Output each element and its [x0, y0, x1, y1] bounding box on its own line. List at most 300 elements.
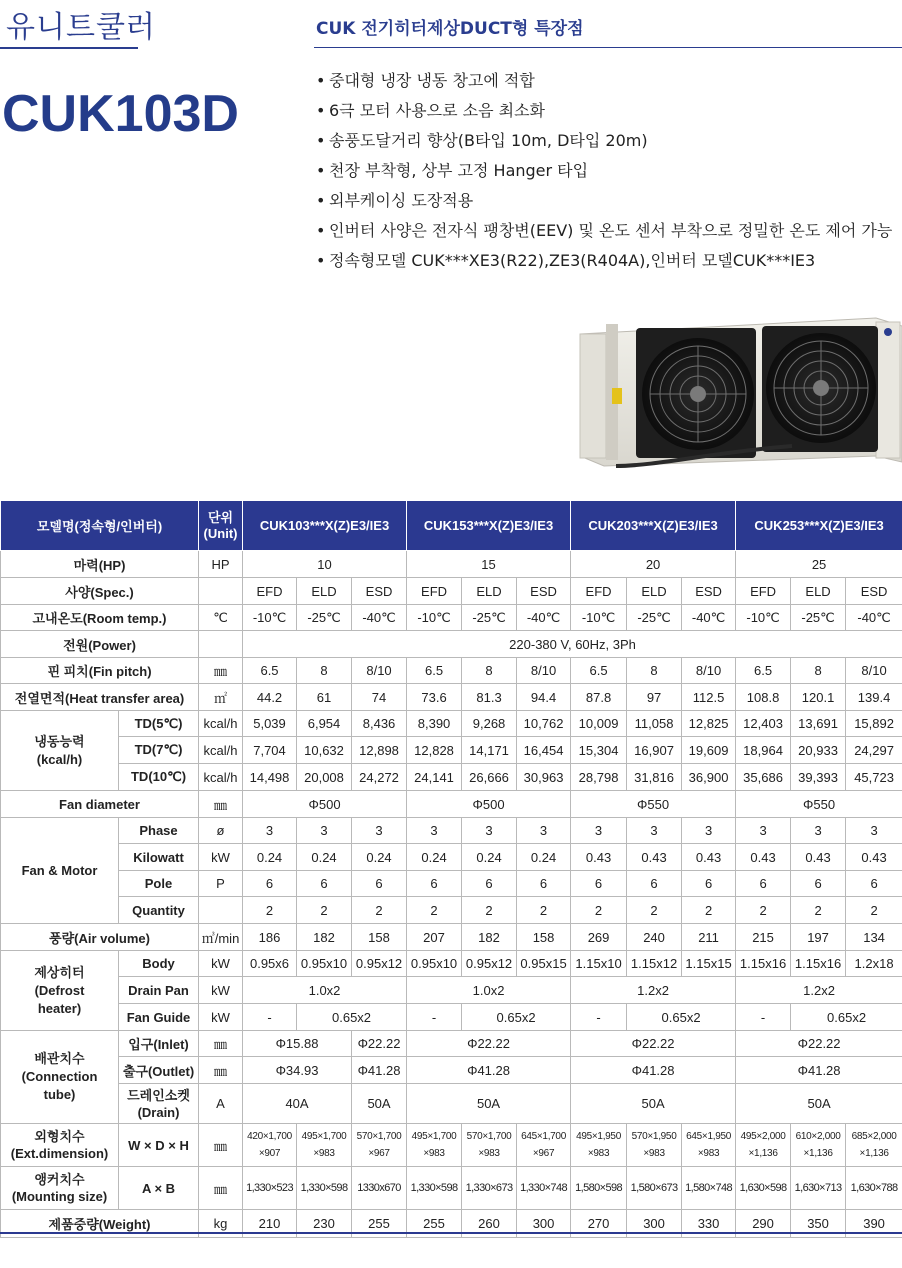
- value-cell: 645×1,700 ×967: [517, 1124, 571, 1167]
- table-row: [1, 1004, 902, 1031]
- value-cell: 73.6: [407, 684, 462, 711]
- value-cell: 15,304: [571, 737, 627, 764]
- value-cell: 0.24: [462, 844, 517, 871]
- header-unit: 단위 (Unit): [199, 501, 243, 551]
- table-row: [1, 711, 902, 737]
- value-cell: -: [571, 1004, 627, 1031]
- value-cell: 2: [297, 897, 352, 924]
- value-cell: 10,009: [571, 711, 627, 737]
- sub-label: Quantity: [119, 897, 199, 924]
- value-cell: 1,580×673: [627, 1167, 682, 1210]
- unit-cell: [199, 578, 243, 605]
- value-cell: 330: [682, 1210, 736, 1238]
- feature-item: • 인버터 사양은 전자식 팽창변(EEV) 및 온도 센서 부착으로 정밀한 온도 제어 가능: [316, 221, 893, 240]
- value-cell: 269: [571, 924, 627, 951]
- table-row: [1, 1167, 902, 1210]
- value-cell: 39,393: [791, 764, 846, 791]
- value-cell: ESD: [846, 578, 902, 605]
- value-cell: 0.65x2: [462, 1004, 571, 1031]
- value-cell: EFD: [736, 578, 791, 605]
- value-cell: 44.2: [243, 684, 297, 711]
- value-cell: -25℃: [462, 605, 517, 631]
- sub-label: Body: [119, 951, 199, 977]
- row-label-fan-motor: Fan & Motor: [1, 818, 119, 924]
- value-cell: 290: [736, 1210, 791, 1238]
- table-row: [1, 1124, 902, 1167]
- value-cell: 158: [352, 924, 407, 951]
- value-cell: 2: [627, 897, 682, 924]
- value-cell: -10℃: [243, 605, 297, 631]
- table-row: [1, 658, 902, 684]
- value-cell: 255: [352, 1210, 407, 1238]
- unit-cell: kW: [199, 977, 243, 1004]
- value-cell: 3: [682, 818, 736, 844]
- value-cell: 0.95x6: [243, 951, 297, 977]
- value-cell: 0.95x10: [407, 951, 462, 977]
- sub-label: 입구(Inlet): [119, 1031, 199, 1057]
- value-cell: 570×1,950 ×983: [627, 1124, 682, 1167]
- unit-cell: A: [199, 1084, 243, 1124]
- value-cell: 15,892: [846, 711, 902, 737]
- row-label-capacity: 냉동능력 (kcal/h): [1, 711, 119, 791]
- row-label-weight: 제품중량(Weight): [1, 1210, 199, 1238]
- value-cell: 495×2,000 ×1,136: [736, 1124, 791, 1167]
- value-cell: 3: [791, 818, 846, 844]
- row-label-connection: 배관치수 (Connection tube): [1, 1031, 119, 1124]
- value-cell: 8,390: [407, 711, 462, 737]
- value-cell: 570×1,700 ×983: [462, 1124, 517, 1167]
- value-cell: 210: [243, 1210, 297, 1238]
- value-cell: 1.2x2: [571, 977, 736, 1004]
- table-row: [1, 924, 902, 951]
- value-cell: 0.43: [846, 844, 902, 871]
- value-cell: -40℃: [517, 605, 571, 631]
- value-cell: Φ41.28: [352, 1057, 407, 1084]
- value-cell: 13,691: [791, 711, 846, 737]
- sub-label: TD(7℃): [119, 737, 199, 764]
- value-cell: 108.8: [736, 684, 791, 711]
- value-cell: Φ41.28: [736, 1057, 902, 1084]
- value-cell: 1.0x2: [407, 977, 571, 1004]
- table-row: [1, 951, 902, 977]
- unit-cell: kW: [199, 844, 243, 871]
- value-cell: 2: [517, 897, 571, 924]
- sub-label: Kilowatt: [119, 844, 199, 871]
- unit-cell: ㎡: [199, 684, 243, 711]
- value-cell: 12,403: [736, 711, 791, 737]
- value-cell: Φ22.22: [736, 1031, 902, 1057]
- value-cell: 1.15x15: [682, 951, 736, 977]
- unit-cell: ㎜: [199, 1124, 243, 1167]
- sub-label: Drain Pan: [119, 977, 199, 1004]
- unit-cell: ø: [199, 818, 243, 844]
- value-cell: 50A: [736, 1084, 902, 1124]
- value-cell: 8: [297, 658, 352, 684]
- value-cell: -40℃: [352, 605, 407, 631]
- value-cell: 0.43: [627, 844, 682, 871]
- value-cell: Φ22.22: [352, 1031, 407, 1057]
- header-model-4: CUK253***X(Z)E3/IE3: [736, 501, 902, 551]
- category-underline: [0, 47, 138, 49]
- value-cell: 0.65x2: [297, 1004, 407, 1031]
- value-cell: 0.95x12: [352, 951, 407, 977]
- value-cell: 0.24: [517, 844, 571, 871]
- value-cell: EFD: [571, 578, 627, 605]
- row-label-hp: 마력(HP): [1, 551, 199, 578]
- value-cell: 120.1: [791, 684, 846, 711]
- sub-label: Fan Guide: [119, 1004, 199, 1031]
- value-cell: 97: [627, 684, 682, 711]
- header-model: 모델명(정속형/인버터): [1, 501, 199, 551]
- value-cell: 6.5: [736, 658, 791, 684]
- spec-table: [0, 500, 902, 1238]
- table-row: [1, 844, 902, 871]
- value-cell: 20,008: [297, 764, 352, 791]
- value-cell: 0.43: [682, 844, 736, 871]
- value-cell: 8,436: [352, 711, 407, 737]
- value-cell: 350: [791, 1210, 846, 1238]
- value-cell: 35,686: [736, 764, 791, 791]
- value-cell: 40A: [243, 1084, 352, 1124]
- value-cell: 16,454: [517, 737, 571, 764]
- value-cell: 6: [736, 871, 791, 897]
- value-cell: 6: [243, 871, 297, 897]
- value-cell: 420×1,700 ×907: [243, 1124, 297, 1167]
- value-cell: -: [243, 1004, 297, 1031]
- table-row: [1, 897, 902, 924]
- value-cell: 220-380 V, 60Hz, 3Ph: [243, 631, 902, 658]
- value-cell: 3: [352, 818, 407, 844]
- value-cell: 211: [682, 924, 736, 951]
- value-cell: 8/10: [517, 658, 571, 684]
- value-cell: 1.0x2: [243, 977, 407, 1004]
- value-cell: 50A: [571, 1084, 736, 1124]
- value-cell: 8/10: [352, 658, 407, 684]
- row-label-power: 전원(Power): [1, 631, 199, 658]
- sub-label: W × D × H: [119, 1124, 199, 1167]
- table-row: [1, 605, 902, 631]
- value-cell: 1,630×788: [846, 1167, 902, 1210]
- feature-item: • 천장 부착형, 상부 고정 Hanger 타입: [316, 161, 589, 180]
- value-cell: 495×1,950 ×983: [571, 1124, 627, 1167]
- row-label-area: 전열면적(Heat transfer area): [1, 684, 199, 711]
- value-cell: 270: [571, 1210, 627, 1238]
- value-cell: 1,330×523: [243, 1167, 297, 1210]
- value-cell: 28,798: [571, 764, 627, 791]
- value-cell: 3: [571, 818, 627, 844]
- value-cell: 10: [243, 551, 407, 578]
- value-cell: 50A: [407, 1084, 571, 1124]
- value-cell: Φ22.22: [407, 1031, 571, 1057]
- value-cell: ELD: [462, 578, 517, 605]
- value-cell: 8/10: [846, 658, 902, 684]
- value-cell: 10,632: [297, 737, 352, 764]
- value-cell: 6,954: [297, 711, 352, 737]
- unit-cell: kg: [199, 1210, 243, 1238]
- value-cell: 24,297: [846, 737, 902, 764]
- value-cell: 1,580×748: [682, 1167, 736, 1210]
- unit-cell: ㎥/min: [199, 924, 243, 951]
- value-cell: 26,666: [462, 764, 517, 791]
- table-row: [1, 977, 902, 1004]
- value-cell: 94.4: [517, 684, 571, 711]
- feature-item: • 정속형모델 CUK***XE3(R22),ZE3(R404A),인버터 모델CUK***IE3: [316, 251, 816, 270]
- value-cell: 1,330×598: [297, 1167, 352, 1210]
- value-cell: 0.24: [243, 844, 297, 871]
- value-cell: 14,498: [243, 764, 297, 791]
- value-cell: 12,825: [682, 711, 736, 737]
- value-cell: ELD: [297, 578, 352, 605]
- sub-label: 드레인소켓 (Drain): [119, 1084, 199, 1124]
- feature-list: [316, 66, 892, 276]
- value-cell: 610×2,000 ×1,136: [791, 1124, 846, 1167]
- unit-cell: kcal/h: [199, 711, 243, 737]
- table-row: [1, 764, 902, 791]
- value-cell: 1.15x10: [571, 951, 627, 977]
- value-cell: -: [407, 1004, 462, 1031]
- value-cell: 2: [462, 897, 517, 924]
- value-cell: EFD: [407, 578, 462, 605]
- value-cell: 16,907: [627, 737, 682, 764]
- value-cell: ESD: [682, 578, 736, 605]
- value-cell: 6: [846, 871, 902, 897]
- value-cell: 8: [791, 658, 846, 684]
- value-cell: 495×1,700 ×983: [407, 1124, 462, 1167]
- row-label-room-temp: 고내온도(Room temp.): [1, 605, 199, 631]
- value-cell: -10℃: [571, 605, 627, 631]
- value-cell: 1,630×713: [791, 1167, 846, 1210]
- value-cell: 14,171: [462, 737, 517, 764]
- value-cell: 0.24: [297, 844, 352, 871]
- bottom-rule: [0, 1232, 902, 1234]
- value-cell: ELD: [627, 578, 682, 605]
- value-cell: 0.65x2: [627, 1004, 736, 1031]
- value-cell: 8: [462, 658, 517, 684]
- value-cell: 12,898: [352, 737, 407, 764]
- value-cell: 20: [571, 551, 736, 578]
- sub-label: TD(5℃): [119, 711, 199, 737]
- value-cell: 134: [846, 924, 902, 951]
- value-cell: 9,268: [462, 711, 517, 737]
- value-cell: 1.2x18: [846, 951, 902, 977]
- value-cell: -40℃: [846, 605, 902, 631]
- unit-cell: ㎜: [199, 791, 243, 818]
- table-row: [1, 818, 902, 844]
- value-cell: ESD: [352, 578, 407, 605]
- sub-label: Phase: [119, 818, 199, 844]
- value-cell: 1,330×748: [517, 1167, 571, 1210]
- value-cell: 645×1,950 ×983: [682, 1124, 736, 1167]
- value-cell: 6: [627, 871, 682, 897]
- value-cell: 2: [736, 897, 791, 924]
- value-cell: 685×2,000 ×1,136: [846, 1124, 902, 1167]
- value-cell: 495×1,700 ×983: [297, 1124, 352, 1167]
- value-cell: 1,580×598: [571, 1167, 627, 1210]
- value-cell: 1.15x16: [736, 951, 791, 977]
- value-cell: Φ550: [736, 791, 902, 818]
- value-cell: 3: [407, 818, 462, 844]
- value-cell: 197: [791, 924, 846, 951]
- feature-item: • 6극 모터 사용으로 소음 최소화: [316, 101, 545, 120]
- value-cell: 6: [791, 871, 846, 897]
- value-cell: 30,963: [517, 764, 571, 791]
- table-row: [1, 631, 902, 658]
- value-cell: 6: [297, 871, 352, 897]
- value-cell: 15: [407, 551, 571, 578]
- value-cell: 20,933: [791, 737, 846, 764]
- value-cell: 3: [517, 818, 571, 844]
- value-cell: 18,964: [736, 737, 791, 764]
- unit-cell: P: [199, 871, 243, 897]
- sub-label: 출구(Outlet): [119, 1057, 199, 1084]
- value-cell: 2: [407, 897, 462, 924]
- value-cell: Φ22.22: [571, 1031, 736, 1057]
- value-cell: 1.15x12: [627, 951, 682, 977]
- unit-cell: ㎜: [199, 1167, 243, 1210]
- table-row: [1, 684, 902, 711]
- unit-cell: [199, 631, 243, 658]
- value-cell: 6: [682, 871, 736, 897]
- value-cell: 31,816: [627, 764, 682, 791]
- model-title: CUK103D: [2, 85, 239, 143]
- value-cell: Φ500: [243, 791, 407, 818]
- value-cell: 10,762: [517, 711, 571, 737]
- value-cell: 0.95x10: [297, 951, 352, 977]
- row-label-defrost: 제상히터 (Defrost heater): [1, 951, 119, 1031]
- unit-cell: kW: [199, 951, 243, 977]
- value-cell: 6: [462, 871, 517, 897]
- value-cell: 182: [462, 924, 517, 951]
- value-cell: 3: [297, 818, 352, 844]
- value-cell: 24,141: [407, 764, 462, 791]
- value-cell: 50A: [352, 1084, 407, 1124]
- header-model-3: CUK203***X(Z)E3/IE3: [571, 501, 736, 551]
- value-cell: 390: [846, 1210, 902, 1238]
- row-label-fin-pitch: 핀 피치(Fin pitch): [1, 658, 199, 684]
- row-label-mounting-size: 앵커치수 (Mounting size): [1, 1167, 119, 1210]
- value-cell: -40℃: [682, 605, 736, 631]
- value-cell: 2: [352, 897, 407, 924]
- unit-cell: kcal/h: [199, 764, 243, 791]
- value-cell: 3: [243, 818, 297, 844]
- value-cell: 1,330×673: [462, 1167, 517, 1210]
- value-cell: 1,630×598: [736, 1167, 791, 1210]
- value-cell: -10℃: [407, 605, 462, 631]
- table-row: [1, 1031, 902, 1057]
- value-cell: -25℃: [627, 605, 682, 631]
- value-cell: 0.43: [736, 844, 791, 871]
- header-model-2: CUK153***X(Z)E3/IE3: [407, 501, 571, 551]
- value-cell: 186: [243, 924, 297, 951]
- value-cell: 11,058: [627, 711, 682, 737]
- value-cell: 300: [627, 1210, 682, 1238]
- value-cell: 300: [517, 1210, 571, 1238]
- value-cell: Φ41.28: [407, 1057, 571, 1084]
- row-label-air-volume: 풍량(Air volume): [1, 924, 199, 951]
- unit-cell: kW: [199, 1004, 243, 1031]
- table-row: [1, 1057, 902, 1084]
- value-cell: 6: [352, 871, 407, 897]
- table-header-row: [1, 501, 902, 551]
- value-cell: 74: [352, 684, 407, 711]
- value-cell: 139.4: [846, 684, 902, 711]
- unit-cooler-photo: [576, 316, 902, 482]
- sub-label: TD(10℃): [119, 764, 199, 791]
- unit-cell: ㎜: [199, 1057, 243, 1084]
- table-row: [1, 578, 902, 605]
- value-cell: 6: [571, 871, 627, 897]
- value-cell: 158: [517, 924, 571, 951]
- feature-item: • 송풍도달거리 향상(B타입 10m, D타입 20m): [316, 131, 648, 150]
- unit-cell: HP: [199, 551, 243, 578]
- value-cell: 6: [517, 871, 571, 897]
- value-cell: -25℃: [791, 605, 846, 631]
- unit-cell: kcal/h: [199, 737, 243, 764]
- value-cell: 0.24: [352, 844, 407, 871]
- unit-cell: [199, 897, 243, 924]
- unit-cell: ㎜: [199, 1031, 243, 1057]
- value-cell: 7,704: [243, 737, 297, 764]
- value-cell: 3: [627, 818, 682, 844]
- table-row: [1, 791, 902, 818]
- value-cell: Φ500: [407, 791, 571, 818]
- value-cell: -25℃: [297, 605, 352, 631]
- value-cell: 61: [297, 684, 352, 711]
- value-cell: 570×1,700 ×967: [352, 1124, 407, 1167]
- row-label-ext-dimension: 외형치수 (Ext.dimension): [1, 1124, 119, 1167]
- value-cell: 112.5: [682, 684, 736, 711]
- value-cell: 0.65x2: [791, 1004, 902, 1031]
- value-cell: 207: [407, 924, 462, 951]
- category-title: 유니트쿨러: [6, 10, 156, 45]
- value-cell: 1,330×598: [407, 1167, 462, 1210]
- value-cell: 0.43: [791, 844, 846, 871]
- value-cell: 3: [846, 818, 902, 844]
- unit-cell: ℃: [199, 605, 243, 631]
- value-cell: 2: [243, 897, 297, 924]
- value-cell: Φ550: [571, 791, 736, 818]
- value-cell: Φ34.93: [243, 1057, 352, 1084]
- value-cell: 3: [736, 818, 791, 844]
- row-label-fan-diameter: Fan diameter: [1, 791, 199, 818]
- value-cell: 6.5: [243, 658, 297, 684]
- value-cell: 0.95x12: [462, 951, 517, 977]
- unit-cell: ㎜: [199, 658, 243, 684]
- value-cell: EFD: [243, 578, 297, 605]
- value-cell: 0.95x15: [517, 951, 571, 977]
- header-model-1: CUK103***X(Z)E3/IE3: [243, 501, 407, 551]
- value-cell: 12,828: [407, 737, 462, 764]
- value-cell: -: [736, 1004, 791, 1031]
- value-cell: ESD: [517, 578, 571, 605]
- sub-label: Pole: [119, 871, 199, 897]
- value-cell: 0.24: [407, 844, 462, 871]
- value-cell: 2: [846, 897, 902, 924]
- value-cell: 182: [297, 924, 352, 951]
- table-row: [1, 1084, 902, 1124]
- value-cell: 1330x670: [352, 1167, 407, 1210]
- feature-item: • 외부케이싱 도장적용: [316, 191, 474, 210]
- value-cell: 36,900: [682, 764, 736, 791]
- value-cell: 24,272: [352, 764, 407, 791]
- value-cell: 2: [791, 897, 846, 924]
- value-cell: 1.2x2: [736, 977, 902, 1004]
- value-cell: 5,039: [243, 711, 297, 737]
- value-cell: 19,609: [682, 737, 736, 764]
- value-cell: 2: [682, 897, 736, 924]
- table-row: [1, 737, 902, 764]
- value-cell: 6.5: [407, 658, 462, 684]
